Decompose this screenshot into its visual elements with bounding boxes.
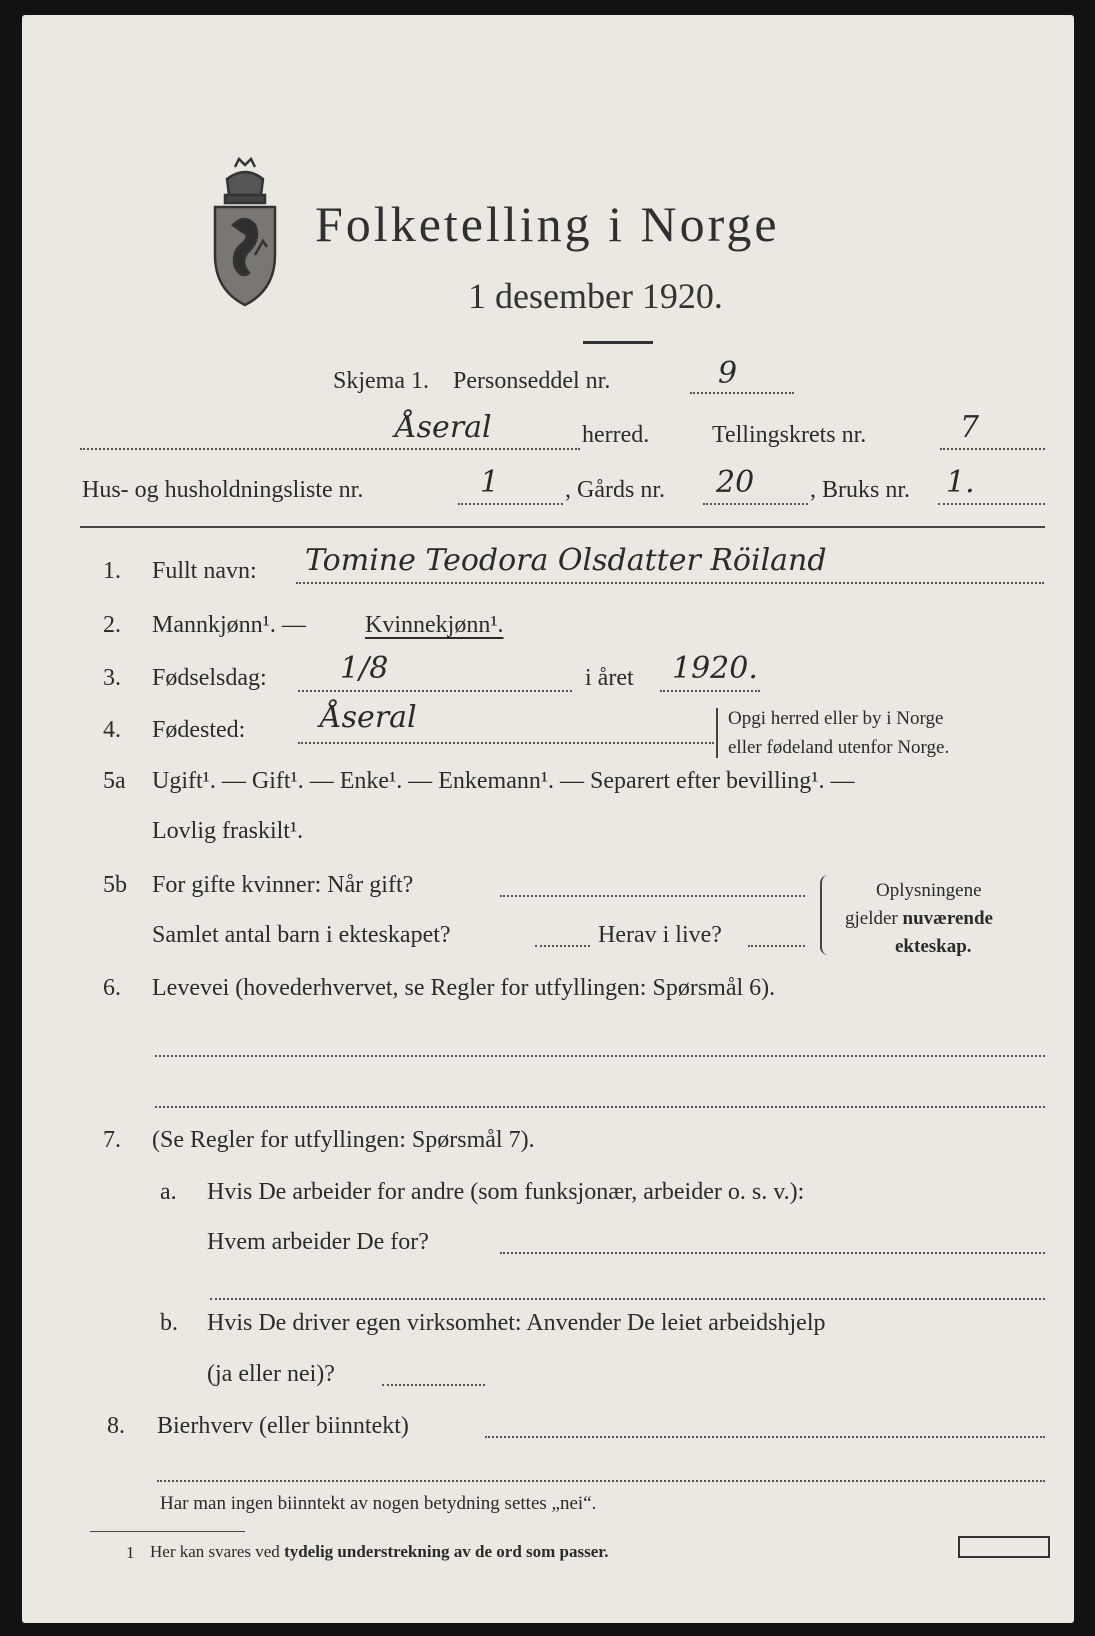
q7a-label: Hvis De arbeider for andre (som funksjonær, arbeider o. s. v.): — [207, 1179, 805, 1205]
q5b-number: 5b — [103, 872, 127, 898]
form-date: 1 desember 1920. — [468, 276, 723, 316]
q4-number: 4. — [103, 717, 121, 743]
q3-year-label: i året — [585, 665, 634, 691]
header-divider — [80, 526, 1045, 528]
q3-year-value[interactable]: 1920. — [672, 651, 758, 686]
q8-line2[interactable] — [157, 1480, 1045, 1482]
q1-number: 1. — [103, 558, 121, 584]
bruks-value[interactable]: 1. — [946, 465, 975, 500]
household-value[interactable]: 1 — [480, 465, 500, 500]
form-title: Folketelling i Norge — [315, 196, 780, 252]
q7-label: (Se Regler for utfyllingen: Spørsmål 7). — [152, 1127, 535, 1153]
bruks-line — [938, 503, 1045, 505]
q3-line — [298, 690, 572, 692]
q6-number: 6. — [103, 975, 121, 1001]
q5a-options[interactable]: Ugift¹. — Gift¹. — Enke¹. — Enkemann¹. — Separert efter bevilling¹. — — [152, 768, 855, 794]
q5b-note-line2b: nuværende — [902, 908, 993, 929]
q5a-options-cont[interactable]: Lovlig fraskilt¹. — [152, 818, 304, 844]
bruks-label: , Bruks nr. — [810, 477, 911, 503]
q3-value[interactable]: 1/8 — [340, 651, 389, 686]
q3-label: Fødselsdag: — [152, 665, 267, 691]
q6-line2[interactable] — [155, 1106, 1045, 1108]
schema-label: Skjema 1. — [333, 368, 429, 394]
q5b-note-line2a: gjelder — [845, 908, 898, 929]
q5b-children-line — [535, 945, 590, 947]
q7-number: 7. — [103, 1127, 121, 1153]
household-label: Hus- og husholdningsliste nr. — [82, 477, 364, 503]
q4-label: Fødested: — [152, 717, 246, 743]
q1-label: Fullt navn: — [152, 558, 257, 584]
gards-line — [703, 503, 808, 505]
tellingskrets-line — [940, 448, 1045, 450]
q5b-note-line3: ekteskap. — [895, 936, 972, 957]
herred-label: herred. — [582, 422, 650, 448]
q5a-number: 5a — [103, 768, 126, 794]
tellingskrets-label: Tellingskrets nr. — [712, 422, 867, 448]
q4-note-line2: eller fødeland utenfor Norge. — [728, 737, 950, 758]
footnote-text: Her kan svares ved — [150, 1542, 280, 1561]
q7b-label2: (ja eller nei)? — [207, 1361, 335, 1387]
q7b-line[interactable] — [382, 1384, 485, 1386]
personseddel-line — [690, 392, 794, 394]
personseddel-value[interactable]: 9 — [718, 356, 738, 391]
q8-number: 8. — [107, 1413, 125, 1439]
q7a-number: a. — [160, 1179, 177, 1205]
q7b-label: Hvis De driver egen virksomhet: Anvender De leiet arbeidshjelp — [207, 1310, 826, 1336]
footnote-mark: 1 — [126, 1543, 135, 1562]
title-divider — [583, 341, 653, 344]
q5b-children-label: Samlet antal barn i ekteskapet? — [152, 922, 451, 948]
household-line — [458, 503, 563, 505]
q8-label: Bierhverv (eller biinntekt) — [157, 1413, 409, 1439]
printer-stamp — [958, 1536, 1050, 1558]
q7a-label2: Hvem arbeider De for? — [207, 1229, 429, 1255]
herred-value[interactable]: Åseral — [395, 410, 492, 445]
q5b-married-line — [500, 895, 805, 897]
q3-number: 3. — [103, 665, 121, 691]
q1-value[interactable]: Tomine Teodora Olsdatter Röiland — [305, 543, 827, 578]
tellingskrets-value[interactable]: 7 — [960, 410, 980, 445]
personseddel-label: Personseddel nr. — [453, 368, 611, 394]
q2-male-option[interactable]: Mannkjønn¹. — — [152, 612, 306, 638]
q5b-alive-line — [748, 945, 805, 947]
q5b-label: For gifte kvinner: Når gift? — [152, 872, 414, 898]
q6-line1[interactable] — [155, 1055, 1045, 1057]
q1-line — [296, 582, 1044, 584]
coat-of-arms-icon — [205, 155, 285, 315]
q5b-alive-label: Herav i live? — [598, 922, 722, 948]
gards-value[interactable]: 20 — [716, 465, 755, 500]
herred-line — [80, 448, 580, 450]
q6-label: Levevei (hovederhvervet, se Regler for utfyllingen: Spørsmål 6). — [152, 975, 776, 1001]
q5b-note-line1: Oplysningene — [876, 880, 982, 901]
q4-value[interactable]: Åseral — [320, 700, 417, 735]
q4-note-bracket — [716, 708, 720, 758]
footnote-emphasis: tydelig understrekning av de ord som passer. — [284, 1542, 609, 1561]
q2-number: 2. — [103, 612, 121, 638]
q7a-line1[interactable] — [500, 1252, 1045, 1254]
q4-line — [298, 742, 714, 744]
footnote-rule — [90, 1531, 245, 1532]
q3-year-line — [660, 690, 760, 692]
gards-label: , Gårds nr. — [565, 477, 665, 503]
footer-note: Har man ingen biinntekt av nogen betydning settes „nei“. — [160, 1493, 597, 1514]
q7a-line2[interactable] — [210, 1298, 1045, 1300]
q4-note-line1: Opgi herred eller by i Norge — [728, 708, 944, 729]
q7b-number: b. — [160, 1310, 178, 1336]
q5b-note-bracket — [820, 875, 832, 955]
q2-female-option[interactable]: Kvinnekjønn¹. — [365, 612, 504, 638]
q8-line1[interactable] — [485, 1436, 1045, 1438]
